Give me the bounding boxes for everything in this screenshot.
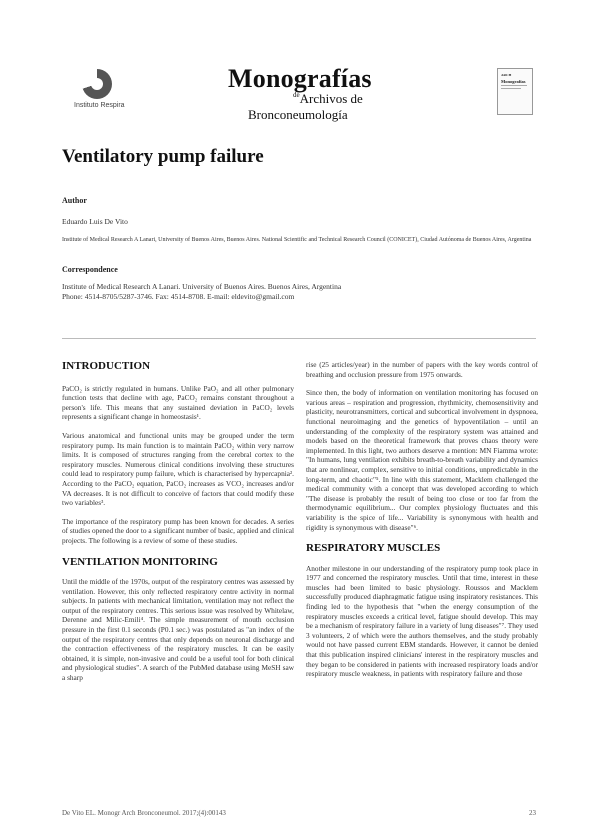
journal-cover-thumbnail	[497, 68, 533, 115]
heading-respiratory-muscles: RESPIRATORY MUSCLES	[306, 542, 441, 555]
heading-introduction: INTRODUCTION	[62, 360, 151, 372]
paragraph: Until the middle of the 1970s, output of the respiratory centres was assessed by ventilation. However, this only reflected respiratory centre activity in normal subjects. In patients with mechanical limitation, ventilation may not reflect the output of the respiratory centres. This serious issue was resolved by Whitelaw, Derenne and Milic-Emili⁴. The simple measurement of mouth occlusion pressure in the first 0.1 seconds (P0.1 sec.) was postulated as "an index of the output of the respiratory centres that only depends on neuronal discharge and the contraction effectiveness of the respiratory muscles. It can be easily obtained, it is simple, non-invasive and could be a useful tool for both clinical and physiological studies". A search of the PubMed database using MeSH saw a sharp	[62, 577, 294, 683]
cover-line1: ARCH	[501, 73, 512, 77]
article-title: Ventilatory pump failure	[62, 146, 264, 167]
logo-text: Instituto Respira	[74, 102, 125, 109]
paragraph: Another milestone in our understanding of the respiratory pump took place in 1977 and concerned the respiratory muscles. Until that time, interest in these muscles had been limited to basic physiology. Roussos and Macklem successfully produced diaphragmatic fatigue using inspiratory resistances. This finding led to the hypothesis that "when the energy consumption of the respiratory muscles exceeds a critical level, fatigue should develop. This may be a mechanism of respiratory failure in a variety of lung diseases"⁷. They used 3 volunteers, 2 of which were the authors themselves, and the study probably would not have passed current EBM standards. However, it cannot be denied that this publication inspired clinicians' interest in the respiratory muscles and they began to be considered in patients with increased respiratory loads and/or respiratory muscle weakness, in patients with respiratory failure and those	[306, 563, 538, 679]
correspondence-contact: Phone: 4514-8705/5287-3746. Fax: 4514-8708. E-mail: eldevito@gmail.com	[62, 292, 295, 301]
paragraph: Various anatomical and functional units may be grouped under the term respiratory pump. Its main function is to maintain PaCO₂ within very narrow limits. It is composed of structures ranging from the cerebral cortex to the respiratory muscles. Numerous clinical conditions involving these structures could lead to respiratory pump failure, which is characterised by hypercapnia². According to the PaCO₂ equation, PaCO₂ increases as VCO₂ increases and/or VA decreases. It is not difficult to conceive of factors that could modify these two variables³.	[62, 430, 294, 508]
heading-ventilation-monitoring: VENTILATION MONITORING	[62, 555, 218, 568]
left-column	[62, 362, 294, 692]
author-name: Eduardo Luis De Vito	[62, 217, 128, 226]
divider	[62, 338, 536, 339]
subtitle-line1: Archivos de	[299, 91, 363, 106]
affiliation: Institute of Medical Research A Lanari, University of Buenos Aires, Buenos Aires. National Scientific and Technical Research Council (CONICET), Ciudad Autónoma de Buenos Aires, Argentina	[62, 237, 532, 243]
correspondence-label: Correspondence	[62, 265, 118, 274]
journal-subtitle-2: Bronconeumología	[248, 107, 348, 122]
paragraph: Since then, the body of information on ventilation monitoring has focused on various areas – respiration and progression, rhythmicity, chemosensitivity and plasticity, neurotransmitters, cortical and subcortical involvement in dyspnoea, functional neuroimaging and the genetics of hypoventilation – until an understanding of the complexity of the respiratory system was attained and models based on the theoretical framework that proves chaos theory were implemented. In this light, two authors deserve a mention: MN Fiamma wrote: "In humans, lung ventilation exhibits breath-to-breath variability and dynamics that are nonlinear, complex, sensitive to initial conditions, unpredictable in the long-term, and chaotic"⁵. In line with this statement, Macklem challenged the medical community with a concept that was developed according to which "The disease is probably the result of being too close or too far from the thermodynamic equilibrium... Our complex physiology fluctuates and this variability is the spice of life... Variability is synonymous with health and rigidity is synonymous with disease"⁶.	[306, 388, 538, 532]
author-label: Author	[62, 196, 87, 205]
correspondence-address: Institute of Medical Research A Lanari. University of Buenos Aires. Buenos Aires, Argentina	[62, 282, 342, 291]
page-number: 23	[529, 809, 536, 817]
paragraph: The importance of the respiratory pump has been known for decades. A series of studies opened the door to a significant number of basic, applied and clinical projects. The following is a review of some of these studies.	[62, 516, 294, 545]
cover-line2: Monografías	[501, 79, 526, 84]
footer-citation: De Vito EL. Monogr Arch Bronconeumol. 2017;(4):00143	[62, 809, 226, 817]
right-column	[306, 360, 538, 688]
subtitle-de: de	[293, 91, 300, 99]
journal-logo-icon	[82, 69, 112, 99]
paragraph: PaCO₂ is strictly regulated in humans. Unlike PaO₂ and all other pulmonary function tests that decline with age, PaCO₂ remains constant throughout a person's life. This means that any sustained deviation in PaCO₂ levels represents a significant change in homeostasis¹.	[62, 383, 294, 422]
paragraph: rise (25 articles/year) in the number of papers with the key words control of breathing and occlusion pressure from 1975 onwards.	[306, 360, 538, 379]
journal-title: Monografías	[228, 64, 372, 93]
journal-subtitle-1	[293, 91, 363, 107]
